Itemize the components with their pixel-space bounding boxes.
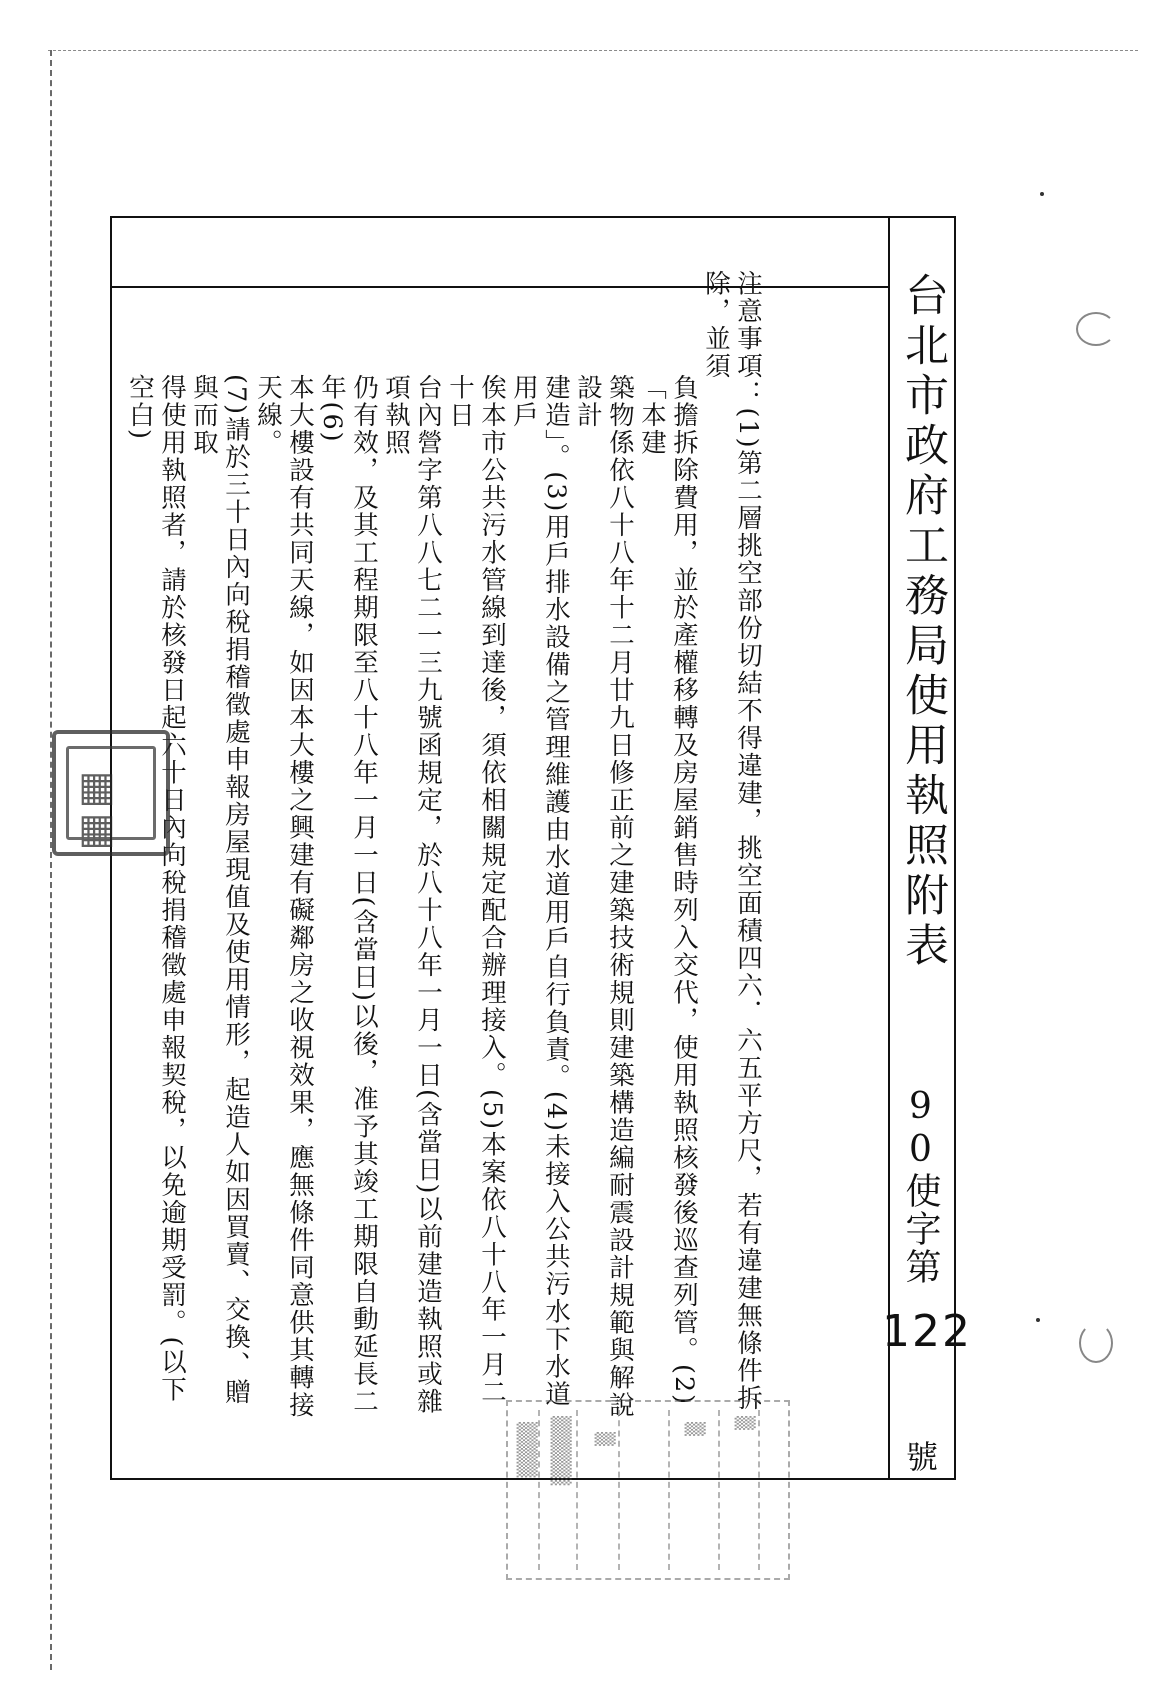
stamp-rule (668, 1410, 670, 1570)
document-number: 122 (882, 1306, 972, 1357)
document-type-text: 使字第 (900, 1172, 941, 1286)
notes-line-4: 建造」。(3)用戶排水設備之管理維護由水道用戶自行負責。(4)未接入公共污水下水道用戶 (509, 374, 571, 1408)
notes-line-2: 負擔拆除費用，並於產權移轉及房屋銷售時列入交代，使用執照核發後巡查列管。(2)「本建 (637, 374, 699, 1407)
punch-hole-mark (1076, 312, 1116, 346)
stamp-rule (576, 1410, 578, 1570)
document-number-suffix: 號 (906, 1438, 939, 1476)
document-year: 90 (900, 1086, 941, 1172)
title-column-divider (888, 216, 890, 1480)
stamp-glyph: ▒ (684, 1422, 705, 1436)
notes-line-6: 台內營字第八八七二一三九號函規定，於八十八年一月一日(含當日)以前建造執照或雜項執照 (381, 374, 443, 1416)
stamp-rule (758, 1410, 760, 1570)
scan-left-edge (50, 50, 52, 1670)
stamp-glyph: ▒▒▒▒▒ (550, 1416, 571, 1486)
notes-line-5: 俟本市公共污水管線到達後，須依相關規定配合辦理接入。(5)本案依八十八年一月二十日 (445, 374, 507, 1407)
seal-mark: ▦▦ (74, 764, 120, 848)
scan-speck (1036, 1318, 1040, 1322)
stamp-glyph: ▒ (594, 1432, 615, 1446)
stamp-rule (538, 1410, 540, 1570)
notes-line-9: (7)請於三十日內向稅捐稽徵處申報房屋現值及使用情形，起造人如因買賣、交換、贈與而取 (189, 374, 251, 1407)
faded-approval-stamp (506, 1400, 790, 1580)
notes-line-10: 得使用執照者，請於核發日起六十日內向稅捐稽徵處申報契稅，以免逾期受罰。(以下空白) (125, 374, 187, 1404)
notes-body (125, 270, 764, 1420)
notes-line-7: 仍有效，及其工程期限至八十八年一月一日(含當日)以後，准予其竣工期限自動延長二年(6) (317, 374, 379, 1416)
form-title: 台北市政府工務局使用執照附表 (897, 272, 948, 972)
document-number-prefix (902, 1086, 946, 1286)
notes-line-3: 築物係依八十八年十二月廿九日修正前之建築技術規則建築構造編耐震設計規範與解說設計 (573, 374, 635, 1419)
stamp-glyph: ▒ (734, 1416, 755, 1430)
notes-label: 注意事項： (733, 270, 763, 408)
scan-top-edge (48, 50, 1138, 51)
punch-hole-mark (1079, 1323, 1113, 1363)
stamp-rule (718, 1410, 720, 1570)
scan-speck (1040, 192, 1044, 196)
official-seal-stamp (52, 730, 170, 856)
notes-line-1 (700, 270, 764, 1420)
stamp-glyph: ▒▒▒▒ (516, 1422, 537, 1478)
notes-line-8: 本大樓設有共同天線，如因本大樓之興建有礙鄰房之收視效果，應無條件同意供其轉接天線。 (253, 374, 315, 1419)
notes-text: (1)第二層挑空部份切結不得違建，挑空面積四六．六五平方尺，若有違建無條件拆除，並須 (701, 270, 763, 1413)
stamp-rule (618, 1410, 620, 1570)
